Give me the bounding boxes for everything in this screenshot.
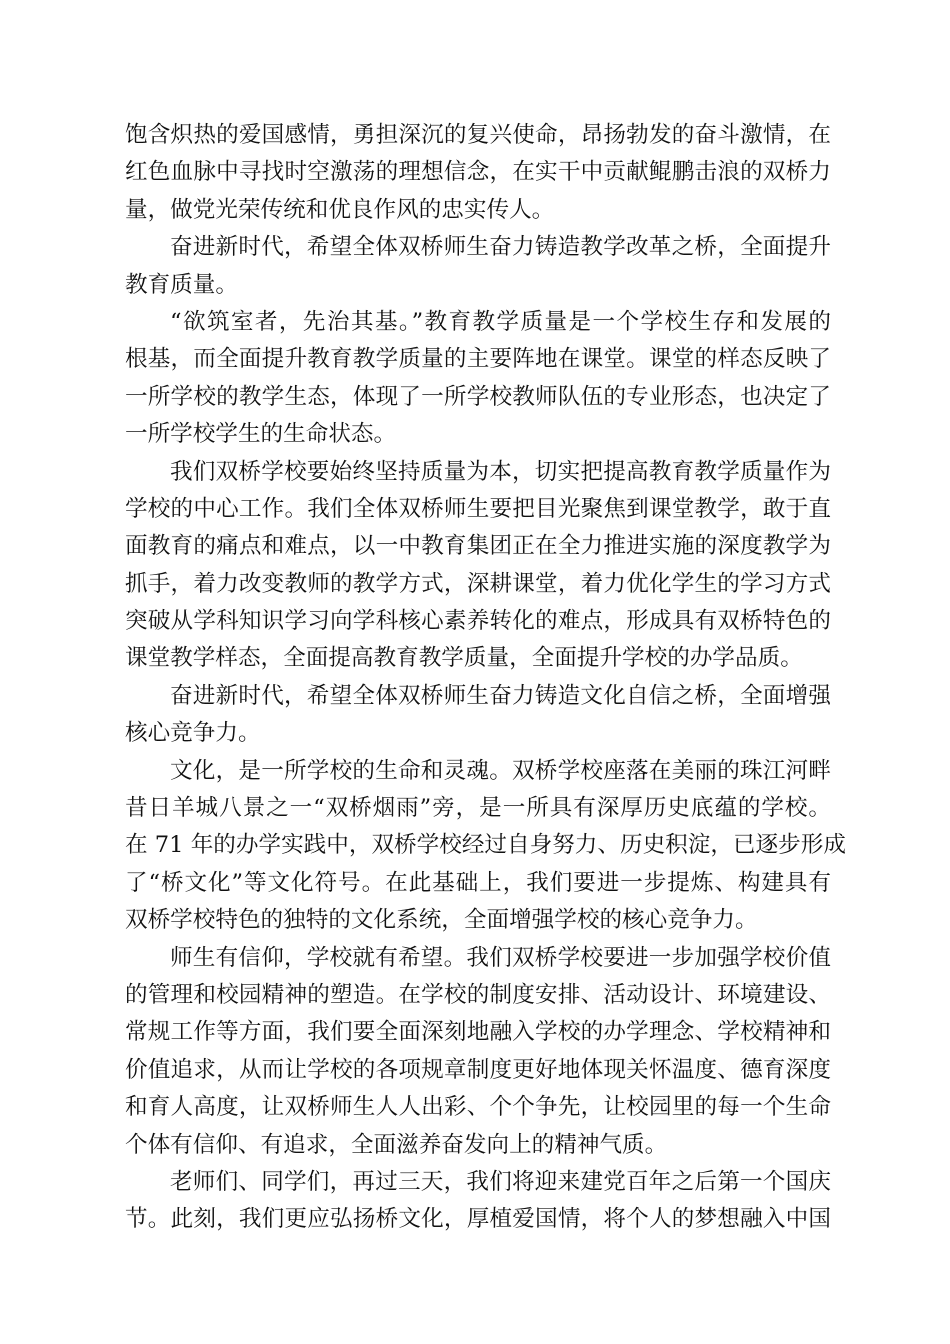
paragraph (125, 1164, 831, 1239)
text-line: 和育人高度，让双桥师生人人出彩、个个争先，让校园里的每一个生命 (125, 1094, 831, 1121)
text-line: 个体有信仰、有追求，全面滋养奋发向上的精神气质。 (125, 1131, 668, 1158)
text-line: 饱含炽热的爱国感情，勇担深沉的复兴使命，昂扬勃发的奋斗激情，在 (125, 122, 831, 148)
paragraph (125, 117, 831, 229)
text-line: 昔日羊城八景之一“双桥烟雨”旁，是一所具有深厚历史底蕴的学校。 (125, 795, 831, 822)
text-line: 突破从学科知识学习向学科核心素养转化的难点，形成具有双桥特色的 (125, 608, 831, 635)
text-line: 课堂教学样态，全面提高教育教学质量，全面提升学校的办学品质。 (125, 645, 803, 672)
paragraph (125, 940, 831, 1164)
paragraph (125, 229, 831, 304)
text-line: 学校的中心工作。我们全体双桥师生要把目光聚焦到课堂教学，敢于直 (125, 495, 831, 522)
text-line: 根基，而全面提升教育教学质量的主要阵地在课堂。课堂的样态反映了 (125, 346, 831, 373)
text-line: 奋进新时代，希望全体双桥师生奋力铸造教学改革之桥，全面提升 (170, 234, 831, 261)
text-line: 核心竞争力。 (125, 720, 261, 747)
text-line: 老师们、同学们，再过三天，我们将迎来建党百年之后第一个国庆 (170, 1168, 831, 1195)
text-line: 文化，是一所学校的生命和灵魂。双桥学校座落在美丽的珠江河畔 (170, 757, 831, 784)
text-line: 节。此刻，我们更应弘扬桥文化，厚植爱国情，将个人的梦想融入中国 (125, 1206, 831, 1233)
paragraph (125, 454, 831, 678)
text-line: 我们双桥学校要始终坚持质量为本，切实把提高教育教学质量作为 (170, 458, 831, 485)
text-line: 一所学校的教学生态，体现了一所学校教师队伍的专业形态，也决定了 (125, 383, 831, 410)
text-line: 量，做党光荣传统和优良作风的忠实传人。 (125, 196, 555, 223)
paragraph (125, 753, 846, 940)
text-line: 价值追求，从而让学校的各项规章制度更好地体现关怀温度、德育深度 (125, 1056, 831, 1083)
text-line: 的管理和校园精神的塑造。在学校的制度安排、活动设计、环境建设、 (125, 981, 831, 1008)
text-line: 教育质量。 (125, 271, 238, 298)
text-line: 抓手，着力改变教师的教学方式，深耕课堂，着力优化学生的学习方式 (125, 570, 831, 597)
document-body (125, 117, 846, 1239)
text-line: 了“桥文化”等文化符号。在此基础上，我们要进一步提炼、构建具有 (125, 869, 831, 896)
text-line: “欲筑室者，先治其基。”教育教学质量是一个学校生存和发展的 (170, 308, 831, 335)
text-line: 常规工作等方面，我们要全面深刻地融入学校的办学理念、学校精神和 (125, 1019, 831, 1046)
text-line: 师生有信仰，学校就有希望。我们双桥学校要进一步加强学校价值 (170, 944, 831, 971)
paragraph (125, 304, 831, 454)
text-line: 在 71 年的办学实践中，双桥学校经过自身努力、历史积淀，已逐步形成 (125, 832, 846, 859)
text-line: 红色血脉中寻找时空激荡的理想信念，在实干中贡献鲲鹏击浪的双桥力 (125, 159, 831, 186)
text-line: 一所学校学生的生命状态。 (125, 421, 397, 448)
text-line: 双桥学校特色的独特的文化系统，全面增强学校的核心竞争力。 (125, 907, 758, 934)
text-line: 奋进新时代，希望全体双桥师生奋力铸造文化自信之桥，全面增强 (170, 682, 831, 709)
text-line: 面教育的痛点和难点，以一中教育集团正在全力推进实施的深度教学为 (125, 533, 831, 560)
paragraph (125, 678, 831, 753)
